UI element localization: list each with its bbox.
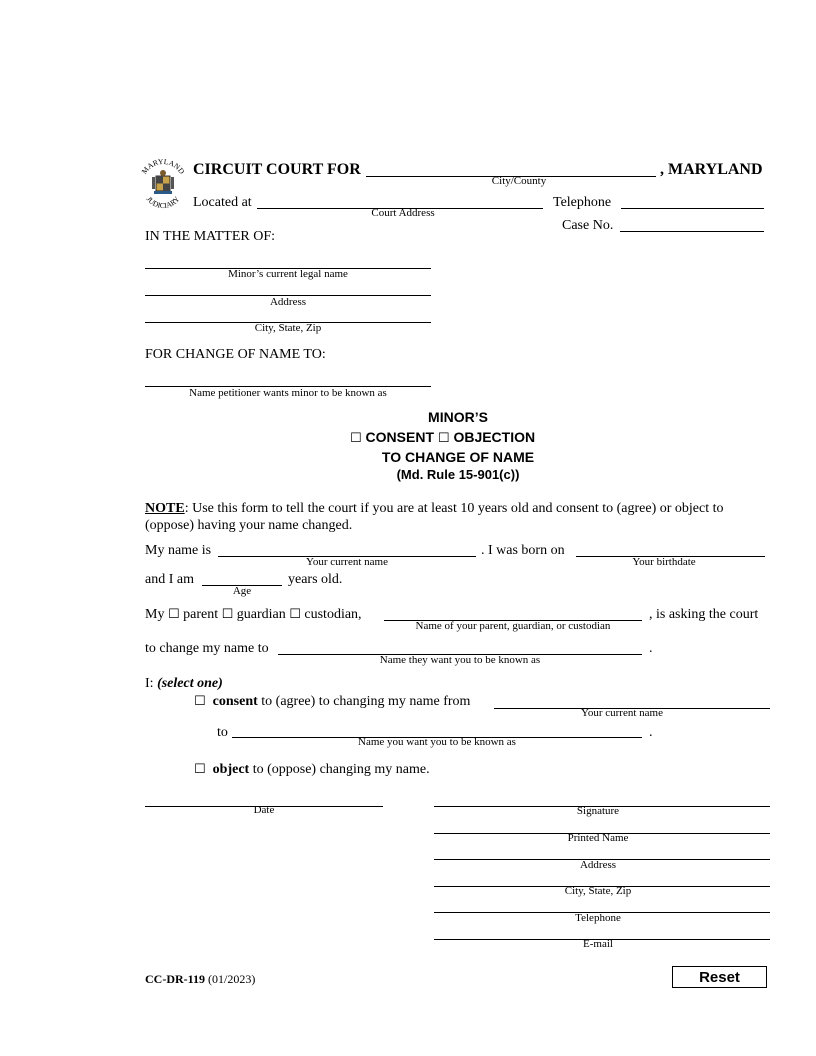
guardian-checkbox[interactable]: ☐ (221, 607, 234, 622)
form-id (145, 972, 255, 987)
note-paragraph (145, 500, 767, 534)
age-field[interactable] (202, 571, 282, 586)
printed-name-caption: Printed Name (567, 832, 629, 844)
reset-button[interactable]: Reset (672, 966, 767, 988)
form-date: (01/2023) (208, 972, 256, 986)
your-name-field[interactable] (218, 542, 476, 557)
age-caption: Age (232, 585, 252, 597)
object-bold: object (212, 762, 250, 777)
case-no-label: Case No. (562, 218, 614, 233)
sig-email-caption: E-mail (583, 938, 613, 950)
parent-name-field[interactable] (384, 606, 642, 621)
title-consent-checkbox[interactable]: ☐ (350, 431, 362, 446)
minor-address-field[interactable] (145, 281, 431, 296)
minor-city-caption: City, State, Zip (254, 322, 322, 334)
title-consent: CONSENT (365, 429, 434, 445)
period-2: . (649, 725, 653, 740)
object-row (194, 762, 430, 778)
your-name-caption: Your current name (306, 556, 388, 568)
parent-label: parent (183, 607, 219, 622)
period-1: . (649, 641, 653, 656)
born-on-label: . I was born on (481, 543, 565, 558)
title-line3: TO CHANGE OF NAME (381, 449, 535, 465)
new-name-field[interactable] (145, 372, 431, 387)
relationship-row (145, 607, 362, 623)
consent-text: to (agree) to changing my name from (261, 694, 471, 709)
consent-checkbox[interactable]: ☐ (194, 694, 206, 709)
form-id-code: CC-DR-119 (145, 972, 205, 986)
consent-from-caption: Your current name (581, 707, 663, 719)
svg-text:MARYLAND: MARYLAND (139, 156, 187, 176)
wanted-name-field[interactable] (278, 640, 642, 655)
minor-city-field[interactable] (145, 308, 431, 323)
city-county-caption: City/County (491, 175, 547, 187)
my-name-label: My name is (145, 543, 212, 558)
title-objection-checkbox[interactable]: ☐ (437, 431, 450, 446)
to-change-label: to change my name to (145, 641, 269, 656)
matter-label: IN THE MATTER OF: (145, 229, 276, 244)
select-one-row (145, 676, 223, 692)
court-suffix: , MARYLAND (660, 161, 763, 178)
minor-name-caption: Minor’s current legal name (228, 268, 348, 280)
custodian-checkbox[interactable]: ☐ (289, 607, 301, 622)
seal-logo (137, 156, 189, 216)
sig-address-field[interactable] (434, 845, 770, 860)
sig-city-caption: City, State, Zip (564, 885, 632, 897)
title-line4: (Md. Rule 15-901(c)) (396, 467, 520, 482)
and-i-am-label: and I am (145, 572, 194, 587)
to-label: to (217, 725, 228, 740)
years-old-label: years old. (288, 572, 343, 587)
title-line2 (350, 429, 535, 446)
title-objection: OBJECTION (453, 429, 536, 445)
sig-telephone-field[interactable] (434, 898, 770, 913)
consent-bold: consent (212, 694, 258, 709)
case-no-field[interactable] (620, 217, 764, 232)
date-caption: Date (253, 804, 275, 816)
select-one-label: (select one) (157, 676, 223, 691)
object-checkbox[interactable]: ☐ (194, 762, 206, 777)
new-name-caption: Name petitioner wants minor to be known as (189, 387, 387, 399)
minor-name-field[interactable] (145, 254, 431, 269)
svg-text:JUDICIARY: JUDICIARY (144, 194, 182, 211)
consent-to-caption: Name you want you to be known as (358, 736, 516, 748)
parent-checkbox[interactable]: ☐ (167, 607, 180, 622)
court-address-caption: Court Address (371, 207, 435, 219)
guardian-label: guardian (236, 607, 286, 622)
title-line1: MINOR’S (428, 409, 488, 425)
sig-telephone-caption: Telephone (575, 912, 621, 924)
note-text: : Use this form to tell the court if you are at least 10 years old and consent to (agree) or object to (oppose) having your name changed. (145, 501, 724, 533)
minor-address-caption: Address (269, 296, 307, 308)
birthdate-caption: Your birthdate (632, 556, 696, 568)
i-label: I: (145, 676, 154, 691)
court-label: CIRCUIT COURT FOR (193, 161, 361, 178)
note-label: NOTE (145, 501, 185, 516)
consent-row (194, 694, 470, 710)
judiciary-seal (137, 156, 189, 216)
change-label: FOR CHANGE OF NAME TO: (145, 347, 326, 362)
telephone-label: Telephone (553, 195, 612, 210)
wanted-name-caption: Name they want you to be known as (379, 654, 541, 666)
asking-label: , is asking the court (649, 607, 759, 622)
my-label: My (145, 607, 165, 622)
custodian-label: custodian, (304, 607, 362, 622)
located-label: Located at (193, 195, 252, 210)
parent-name-caption: Name of your parent, guardian, or custodian (415, 620, 611, 632)
signature-caption: Signature (576, 805, 620, 817)
sig-address-caption: Address (579, 859, 617, 871)
object-text: to (oppose) changing my name. (252, 762, 430, 777)
birthdate-field[interactable] (576, 542, 765, 557)
court-telephone-field[interactable] (621, 194, 764, 209)
